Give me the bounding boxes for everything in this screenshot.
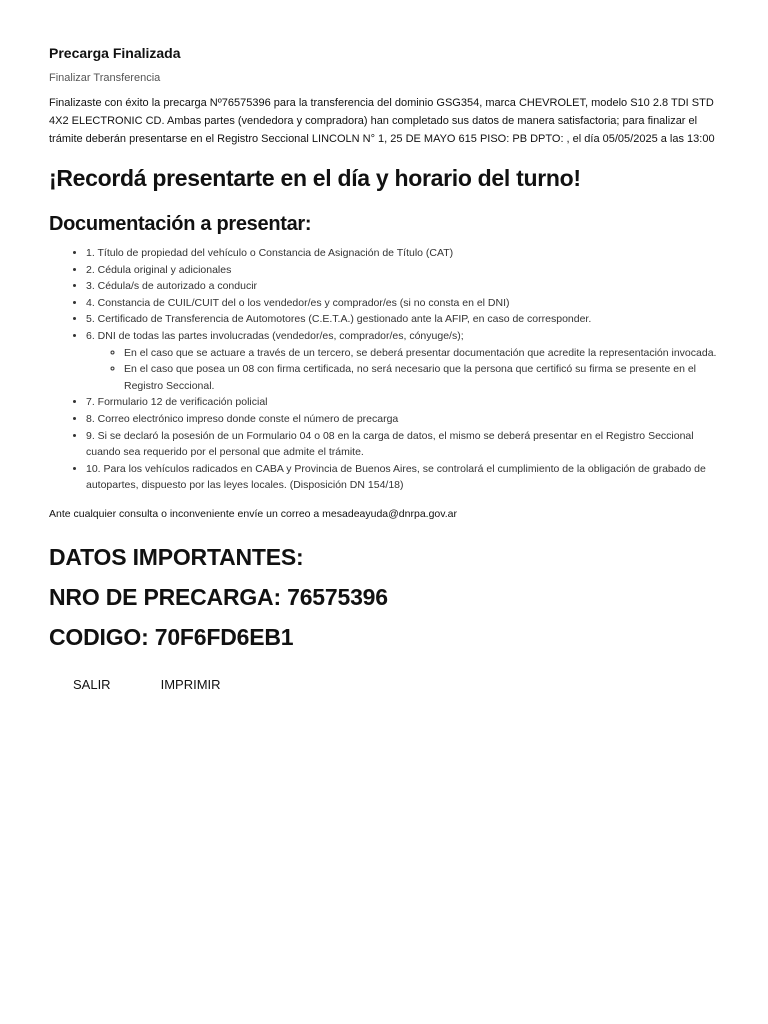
reminder-heading: ¡Recordá presentarte en el día y horario del turno!	[49, 165, 581, 191]
documentation-heading: Documentación a presentar:	[49, 213, 312, 235]
action-buttons	[49, 677, 721, 693]
intro-paragraph: Finalizaste con éxito la precarga Nº76575396 para la transferencia del dominio GSG354, marca CHEVROLET, modelo S10 2.8 TDI STD 4X2 ELECTRONIC CD. Ambas partes (vendedora y compradora) han completado sus datos de manera satisfactoria; para finalizar el trámite deberán presentarse en el Registro Seccional LINCOLN N° 1, 25 DE MAYO 615 PISO: PB DPTO: , el día 05/05/2025 a las 13:00	[49, 97, 715, 145]
list-item: • 5. Certificado de Transferencia de Automotores (C.E.T.A.) gestionado ante la AFIP, en caso de corresponder.	[86, 311, 721, 328]
sub-list	[86, 345, 721, 395]
exit-button[interactable]: SALIR	[73, 676, 111, 692]
list-item: • 1. Título de propiedad del vehículo o Constancia de Asignación de Título (CAT)	[86, 245, 721, 262]
list-item: • 9. Si se declaró la posesión de un Formulario 04 o 08 en la carga de datos, el mismo se deberá presentar en el Registro Seccional cuando sea requerido por el personal que admite el trámite.	[86, 428, 721, 461]
list-item-text: 6. DNI de todas las partes involucradas (vendedor/es, comprador/es, cónyuge/s);	[86, 329, 464, 342]
list-item	[86, 328, 721, 394]
sub-list-item: ◦ En el caso que posea un 08 con firma certificada, no será necesario que la persona que certificó su firma se presente en el Registro Seccional.	[124, 361, 721, 394]
codigo-value: CODIGO: 70F6FD6EB1	[49, 623, 294, 650]
page-content	[49, 40, 721, 693]
list-item: • 10. Para los vehículos radicados en CABA y Provincia de Buenos Aires, se controlará el cumplimiento de la obligación de grabado de autopartes, dispuesto por las leyes locales. (Disposición DN 154/18)	[86, 461, 721, 494]
sub-list-item: ◦ En el caso que se actuare a través de un tercero, se deberá presentar documentación que acredite la representación invocada.	[124, 345, 721, 362]
list-item: • 3. Cédula/s de autorizado a conducir	[86, 278, 721, 295]
list-item: • 4. Constancia de CUIL/CUIT del o los vendedor/es y comprador/es (si no consta en el DNI)	[86, 295, 721, 312]
list-item: • 8. Correo electrónico impreso donde conste el número de precarga	[86, 411, 721, 428]
precarga-number: NRO DE PRECARGA: 76575396	[49, 583, 388, 610]
support-contact-text: Ante cualquier consulta o inconveniente envíe un correo a mesadeayuda@dnrpa.gov.ar	[49, 507, 457, 520]
important-data-block	[49, 537, 721, 657]
list-item: • 7. Formulario 12 de verificación policial	[86, 394, 721, 411]
list-item: • 2. Cédula original y adicionales	[86, 262, 721, 279]
page-subtitle: Finalizar Transferencia	[49, 72, 161, 84]
documentation-list	[49, 245, 721, 494]
page-title: Precarga Finalizada	[49, 45, 181, 61]
print-button[interactable]: IMPRIMIR	[160, 676, 221, 692]
important-heading: DATOS IMPORTANTES:	[49, 543, 304, 570]
